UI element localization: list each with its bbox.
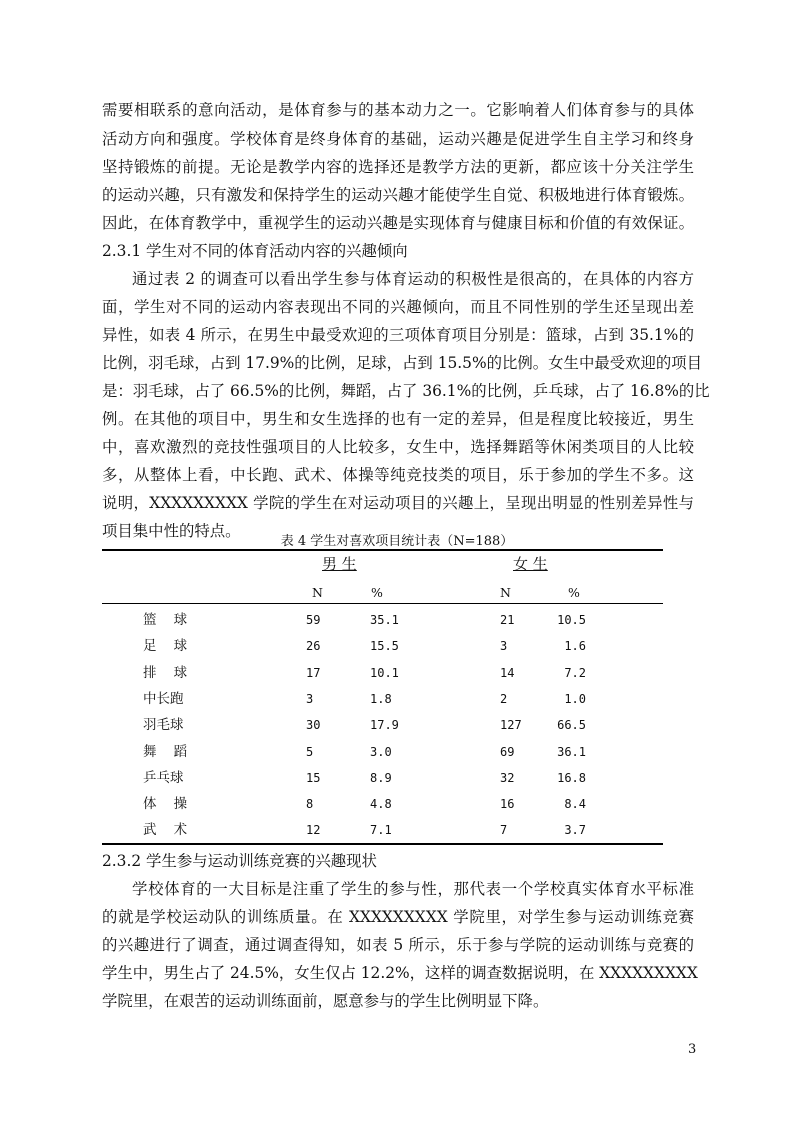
text-line: 通过表 2 的调查可以看出学生参与体育运动的积极性是很高的，在具体的内容方 [132,270,694,288]
cell-female-n: 21 [500,613,515,627]
text-line: 活动方向和强度。学校体育是终身体育的基础，运动兴趣是促进学生自主学习和终身 [102,130,694,148]
cell-male-n: 17 [306,665,321,680]
cell-male-n: 12 [306,823,321,838]
group-header-male: 男 生 [322,555,357,573]
section-heading-2-3-2: 2.3.2 学生参与运动训练竞赛的兴趣现状 [102,852,377,870]
text-line: 面，学生对不同的运动内容表现出不同的兴趣倾向，而且不同性别的学生还呈现出差 [102,298,694,316]
cell-female-n: 14 [500,665,515,680]
text-line: 学校体育的一大目标是注重了学生的参与性，那代表一个学校真实体育水平标准 [132,880,694,898]
cell-female-n: 7 [500,823,508,838]
col-header-pct-male: % [371,585,383,600]
cell-female-n: 32 [500,770,515,785]
cell-male-pct: 8.9 [370,770,392,785]
table-caption: 表 4 学生对喜欢项目统计表（N=188） [280,534,514,549]
cell-female-n: 69 [500,744,515,759]
col-header-pct-female: % [568,585,580,600]
cell-male-n: 30 [306,718,321,733]
col-header-n-male: N [312,585,323,600]
cell-male-pct: 10.1 [370,665,399,680]
table-header-rule [102,603,663,604]
cell-female-pct: 1.0 [564,691,586,706]
text-line: 例。在其他的项目中，男生和女生选择的也有一定的差异，但是程度比较接近，男生 [102,410,694,428]
cell-item: 中长跑 [143,690,184,707]
cell-female-n: 16 [500,797,515,812]
text-line: 学生中，男生占了 24.5%，女生仅占 12.2%，这样的调查数据说明，在 XXXXXXXXX [102,964,698,982]
text-line: 是：羽毛球，占了 66.5%的比例，舞蹈，占了 36.1%的比例，乒乓球，占了 16.8%的比 [102,382,710,400]
cell-male-pct: 17.9 [370,718,399,733]
cell-male-n: 15 [306,770,321,785]
cell-female-pct: 36.1 [557,744,586,759]
text-line: 多，从整体上看，中长跑、武术、体操等纯竞技类的项目，乐于参加的学生不多。这 [102,466,694,484]
cell-female-pct: 66.5 [557,718,586,733]
cell-male-pct: 4.8 [370,797,392,812]
cell-male-n: 3 [306,691,314,706]
cell-female-pct: 10.5 [557,613,586,627]
cell-item: 体 操 [143,796,188,813]
col-header-n-female: N [500,585,511,600]
group-header-female: 女 生 [513,555,548,573]
text-line: 中，喜欢激烈的竞技性强项目的人比较多，女生中，选择舞蹈等休闲类项目的人比较 [102,438,694,456]
cell-male-n: 26 [306,639,321,654]
cell-item: 足 球 [143,638,188,655]
table-top-rule [102,549,663,551]
cell-female-n: 3 [500,639,508,654]
text-line: 异性，如表 4 所示，在男生中最受欢迎的三项体育项目分别是：篮球，占到 35.1%的 [102,326,694,344]
text-line: 比例，羽毛球，占到 17.9%的比例，足球，占到 15.5%的比例。女生中最受欢迎的项目 [102,354,703,372]
section-heading-2-3-1: 2.3.1 学生对不同的体育活动内容的兴趣倾向 [102,242,408,260]
cell-item: 篮 球 [143,612,188,628]
cell-item: 乒乓球 [143,769,184,786]
cell-female-n: 2 [500,691,508,706]
text-line: 说明，XXXXXXXXX 学院的学生在对运动项目的兴趣上，呈现出明显的性别差异性与 [102,494,694,512]
cell-female-pct: 3.7 [564,823,586,838]
cell-item: 羽毛球 [143,717,184,734]
cell-female-pct: 1.6 [564,639,586,654]
text-line: 的兴趣进行了调查，通过调查得知，如表 5 所示，乐于参与学院的运动训练与竞赛的 [102,936,694,954]
cell-female-pct: 16.8 [557,770,586,785]
table-bottom-rule [102,843,663,845]
text-line: 的运动兴趣，只有激发和保持学生的运动兴趣才能使学生自觉、积极地进行体育锻炼。 [102,186,694,204]
cell-male-pct: 3.0 [370,744,392,759]
cell-item: 舞 蹈 [143,743,188,760]
cell-male-pct: 15.5 [370,639,399,654]
text-line: 因此，在体育教学中，重视学生的运动兴趣是实现体育与健康目标和价值的有效保证。 [102,214,694,232]
cell-female-pct: 7.2 [564,665,586,680]
cell-male-n: 5 [306,744,314,759]
text-line: 的就是学校运动队的训练质量。在 XXXXXXXXX 学院里，对学生参与运动训练竞赛 [102,908,694,926]
cell-item: 排 球 [143,664,188,681]
text-line: 学院里，在艰苦的运动训练面前，愿意参与的学生比例明显下降。 [102,992,549,1010]
text-line: 需要相联系的意向活动，是体育参与的基本动力之一。它影响着人们体育参与的具体 [102,101,694,119]
cell-male-n: 59 [306,613,321,627]
cell-male-n: 8 [306,797,314,812]
cell-item: 武 术 [143,822,188,839]
cell-female-n: 127 [500,718,522,733]
cell-male-pct: 1.8 [370,691,392,706]
cell-female-pct: 8.4 [564,797,586,812]
page-number: 3 [688,1042,697,1057]
text-line: 坚持锻炼的前提。无论是教学内容的选择还是教学方法的更新，都应该十分关注学生 [102,158,694,176]
text-line: 项目集中性的特点。 [102,522,241,540]
cell-male-pct: 35.1 [370,613,399,627]
cell-male-pct: 7.1 [370,823,392,838]
